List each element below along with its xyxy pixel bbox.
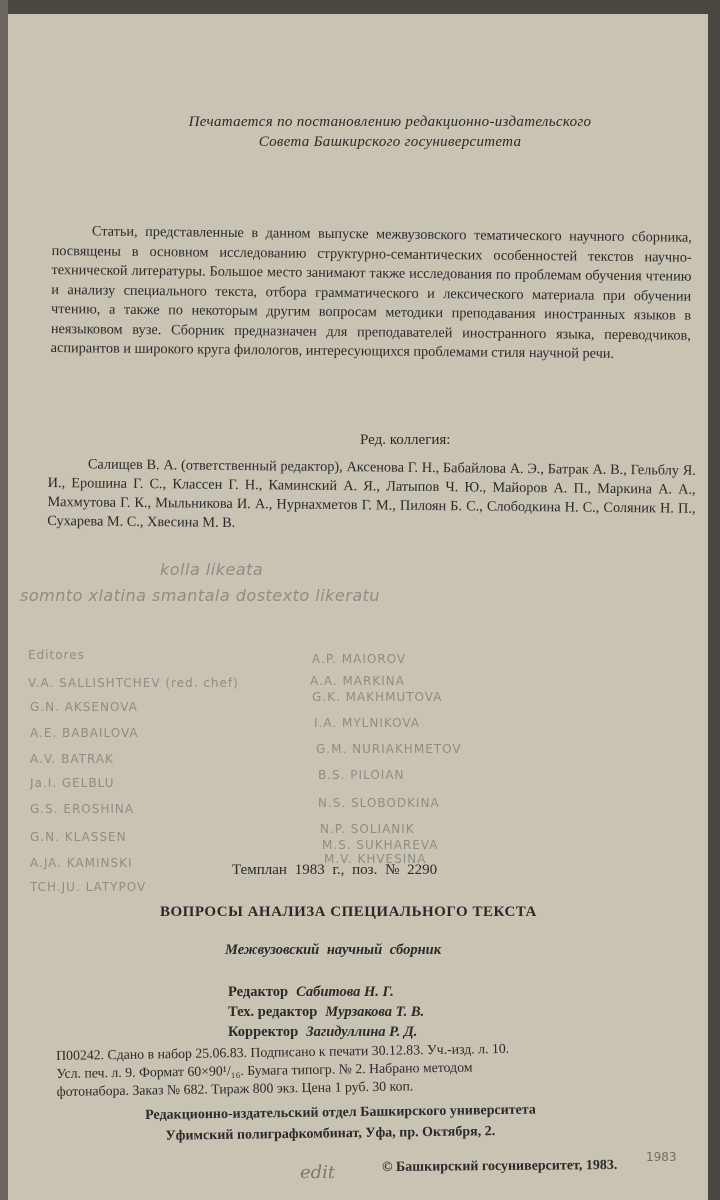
pencil-left-7: G.N. KLASSEN bbox=[30, 830, 127, 844]
editorial-board bbox=[47, 455, 696, 538]
publisher-info bbox=[145, 1097, 686, 1147]
pencil-left-1: V.A. SALLISHTCHEV (red. chef) bbox=[28, 676, 239, 690]
staff-name: Сабитова Н. Г. bbox=[296, 984, 394, 1000]
tech-line-3: фотонабора. Заказ № 682. Тираж 800 экз. Цена 1 руб. 30 коп. bbox=[56, 1078, 414, 1099]
pencil-right-3: I.A. MYLNIKOVA bbox=[314, 716, 420, 730]
staff-name: Загидуллина Р. Д. bbox=[306, 1024, 418, 1040]
imprint-line-2: Совета Башкирского госуниверситета bbox=[258, 134, 522, 150]
pencil-right-9: M.V. KHVESINA bbox=[324, 852, 427, 866]
page-right-edge bbox=[708, 0, 720, 1200]
templan-line: Темплан 1983 г., поз. № 2290 bbox=[232, 862, 438, 878]
pencil-right-5: B.S. PILOIAN bbox=[318, 768, 405, 782]
staff-name: Мурзакова Т. В. bbox=[325, 1004, 425, 1020]
publisher-line-1: Редакционно-издательский отдел Башкирского университета bbox=[145, 1102, 536, 1123]
pencil-right-1: A.A. MARKINA bbox=[310, 674, 405, 688]
abstract-paragraph bbox=[51, 222, 692, 365]
pencil-left-2: G.N. AKSENOVA bbox=[30, 700, 138, 714]
pencil-left-0: Editores bbox=[28, 648, 85, 662]
pencil-year-mark: 1983 bbox=[646, 1150, 677, 1164]
pencil-note-line-1: kolla likeata bbox=[160, 560, 264, 579]
staff-credits bbox=[228, 982, 424, 1042]
editorial-board-members: Салищев В. А. (ответственный редактор), Аксенова Г. Н., Бабайлова А. Э., Батрак А. В., Гельблу Я. И., Ерошина Г. С., Классен Г. Н., Каминский А. Я., Латыпов Ч. Ю., Майоров А. П., Маркина А. А., Махмутова Г. К., Мыльникова И. А., Нурнахметов Г. М., Пилоян Б. С., Слободкина Н. С., Соляник Н. П., Сухарева М. С., Хвесина М. В. bbox=[47, 456, 696, 531]
pencil-left-6: G.S. EROSHINA bbox=[30, 802, 135, 816]
staff-row bbox=[228, 982, 424, 1002]
pencil-right-4: G.M. NURIAKHMETOV bbox=[316, 742, 462, 756]
publisher-line-2: Уфимский полиграфкомбинат, Уфа, пр. Октября, 2. bbox=[165, 1124, 496, 1144]
pencil-left-8: A.JA. KAMINSKI bbox=[30, 856, 133, 870]
pencil-edit-mark: edit bbox=[300, 1162, 336, 1183]
editorial-board-title: Ред. коллегия: bbox=[360, 432, 451, 448]
copyright-line: © Башкирский госуниверситет, 1983. bbox=[382, 1157, 618, 1175]
imprint-line-1: Печатается по постановлению редакционно-издательского bbox=[188, 114, 592, 130]
staff-row bbox=[228, 1002, 424, 1022]
book-subtitle: Межвузовский научный сборник bbox=[225, 942, 442, 958]
pencil-left-5: Ja.I. GELBLU bbox=[30, 776, 115, 790]
staff-role: Редактор bbox=[228, 984, 289, 1000]
pencil-left-3: A.E. BABAILOVA bbox=[30, 726, 139, 740]
pencil-right-0: A.P. MAIOROV bbox=[312, 652, 407, 666]
staff-row bbox=[228, 1022, 424, 1042]
book-title: ВОПРОСЫ АНАЛИЗА СПЕЦИАЛЬНОГО ТЕКСТА bbox=[160, 904, 537, 920]
pencil-right-2: G.K. MAKHMUTOVA bbox=[312, 690, 443, 704]
imprint-notice bbox=[130, 112, 650, 152]
page-left-edge bbox=[0, 0, 8, 1200]
pencil-note-line-2: somnto xlatina smantala dostexto likeratu bbox=[20, 586, 381, 605]
staff-role: Тех. редактор bbox=[228, 1004, 318, 1020]
pencil-left-4: A.V. BATRAK bbox=[30, 752, 114, 766]
abstract-text: Статьи, представленные в данном выпуске межвузовского тематического научного сборника, посвящены в основном исследованию структурно-семантических особенностей текстов научно-технической литературы. Большое место занимают также исследования по проблемам обучения чтению и анализу специального текста, отбора грамматического и лексического материала при обучении чтению, а также по некоторым другим вопросам методики преподавания иностранных языков в неязыковом вузе. Сборник предназначен для преподавателей иностранного языка, переводчиков, аспирантов и широкого круга филологов, интересующихся проблемами стиля научной речи. bbox=[50, 223, 692, 362]
tech-line-1: П00242. Сдано в набор 25.06.83. Подписано к печати 30.12.83. Уч.-изд. л. 10. bbox=[56, 1040, 510, 1063]
pencil-right-6: N.S. SLOBODKINA bbox=[318, 796, 440, 810]
pencil-right-8: M.S. SUKHAREVA bbox=[322, 838, 439, 852]
staff-role: Корректор bbox=[228, 1024, 299, 1040]
print-technical-info bbox=[56, 1037, 697, 1101]
tech-line-2: Усл. печ. л. 9. Формат 60×90¹/₁₆. Бумага типогр. № 2. Набрано методом bbox=[56, 1059, 473, 1081]
pencil-right-7: N.P. SOLIANIK bbox=[320, 822, 415, 836]
page-top-edge bbox=[0, 0, 720, 14]
pencil-left-9: TCH.JU. LATYPOV bbox=[30, 880, 147, 894]
